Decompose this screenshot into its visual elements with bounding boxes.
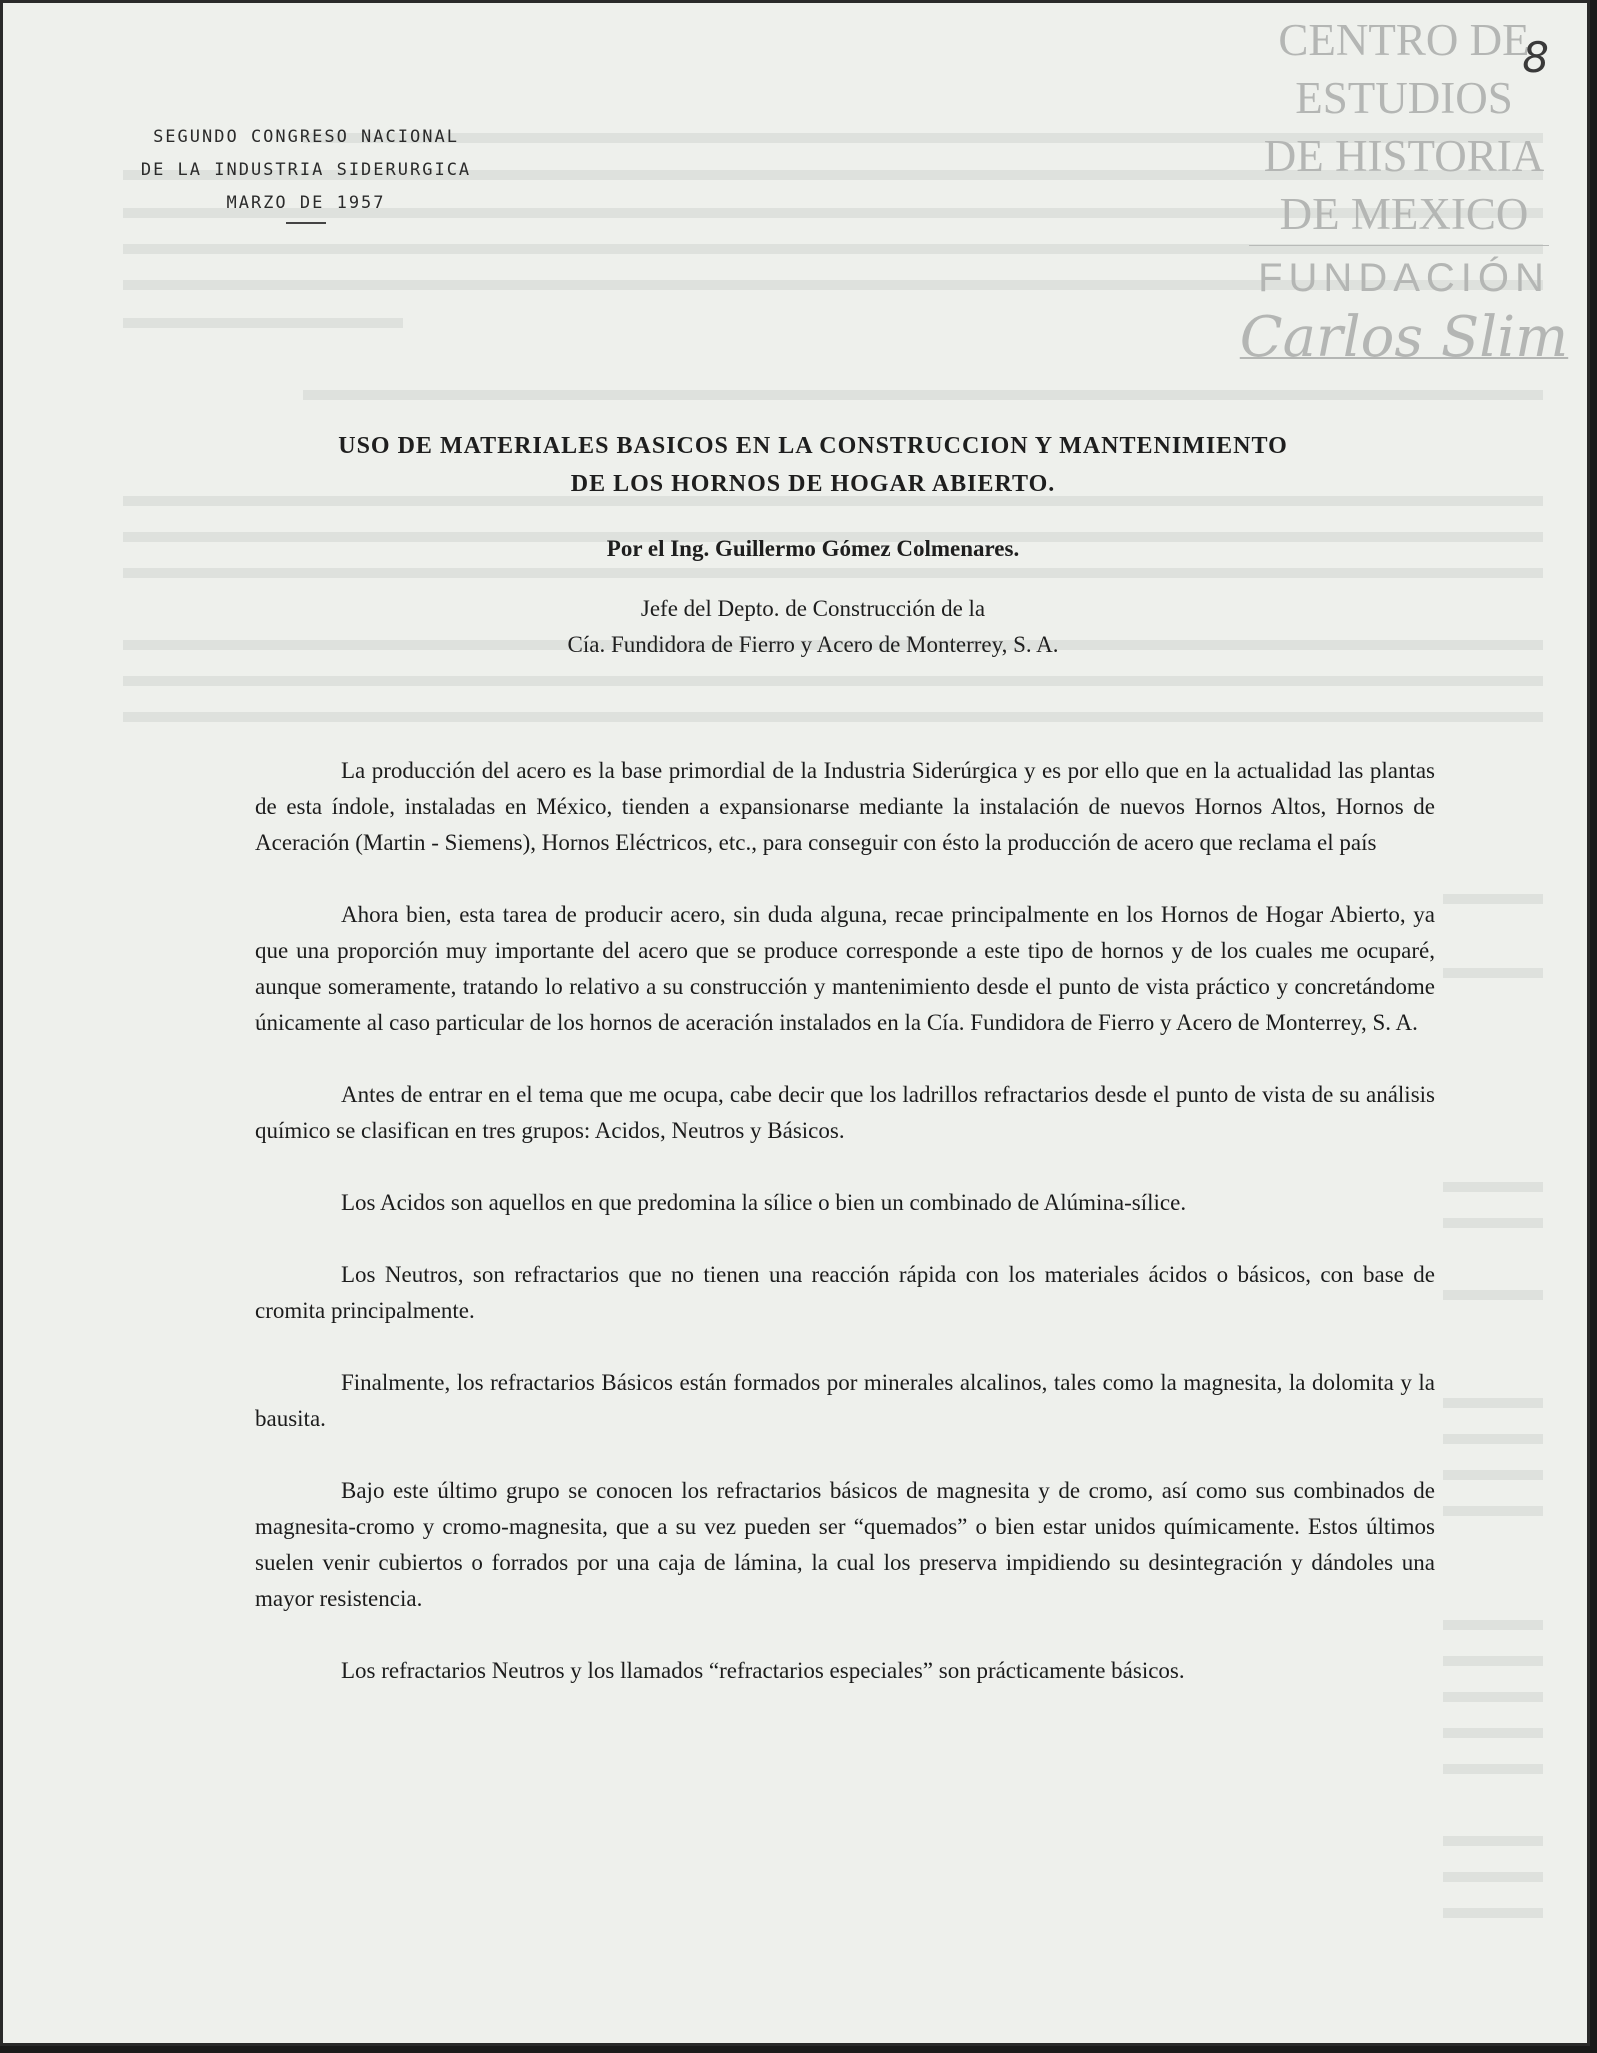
paragraph: Bajo este último grupo se conocen los refractarios básicos de magnesita y de cromo, así como sus combinados de magnesita-cromo y cromo-magnesita, que a su vez pueden ser “quemados” o bien estar unidos químicamente. Estos últimos suelen venir cubiertos o forrados por una caja de lámina, la cual los preserva impidiendo su desintegración y dándoles una mayor resistencia.	[255, 1478, 1435, 1611]
author-affiliation	[203, 591, 1423, 663]
paragraph: Antes de entrar en el tema que me ocupa, cabe decir que los ladrillos refractarios desde el punto de vista de su análisis químico se clasifican en tres grupos: Acidos, Neutros y Básicos.	[255, 1082, 1435, 1143]
watermark-line-2: ESTUDIOS	[1295, 73, 1513, 123]
title-line-2: DE LOS HORNOS DE HOGAR ABIERTO.	[570, 471, 1056, 497]
paragraph: La producción del acero es la base primordial de la Industria Siderúrgica y es por ello que en la actualidad las plantas de esta índole, instaladas en México, tienden a expansionarse mediante la instalación de nuevos Hornos Altos, Hornos de Aceración (Martin - Siemens), Hornos Eléctricos, etc., para conseguir con ésto la producción de acero que reclama el país	[255, 758, 1435, 855]
congress-header-line-1: SEGUNDO CONGRESO NACIONAL	[153, 127, 459, 147]
watermark-signature-logo: Carlos Slim	[1239, 305, 1569, 370]
paragraph: Los refractarios Neutros y los llamados “refractarios especiales” son prácticamente básicos.	[341, 1658, 1185, 1683]
watermark-divider	[1249, 245, 1549, 246]
document-title	[203, 427, 1423, 503]
body-text	[255, 753, 1435, 1725]
paragraph: Ahora bien, esta tarea de producir acero, sin duda alguna, recae principalmente en los Hornos de Hogar Abierto, ya que una proporción muy importante del acero que se produce corresponde a este tipo de hornos y de los cuales me ocuparé, aunque someramente, tratando lo relativo a su construcción y mantenimiento desde el punto de vista práctico y concretándome únicamente al caso particular de los hornos de aceración instalados en la Cía. Fundidora de Fierro y Acero de Monterrey, S. A.	[255, 902, 1435, 1035]
page-number: 8	[1522, 33, 1549, 82]
title-line-1: USO DE MATERIALES BASICOS EN LA CONSTRUCCION Y MANTENIMIENTO	[338, 433, 1288, 459]
watermark-line-3: DE HISTORIA	[1263, 131, 1545, 181]
affiliation-line-1: Jefe del Depto. de Construcción de la	[640, 596, 986, 621]
author-line: Por el Ing. Guillermo Gómez Colmenares.	[606, 536, 1020, 561]
watermark-line-4: DE MEXICO	[1279, 189, 1529, 239]
congress-header-date: MARZO DE 1957	[226, 193, 386, 213]
watermark-line-1: CENTRO DE	[1278, 15, 1530, 65]
congress-header	[101, 121, 511, 224]
affiliation-line-2: Cía. Fundidora de Fierro y Acero de Monterrey, S. A.	[567, 632, 1059, 657]
watermark-foundation: FUNDACIÓN	[1258, 256, 1550, 300]
archive-watermark	[1239, 11, 1569, 372]
paragraph: Finalmente, los refractarios Básicos están formados por minerales alcalinos, tales como la magnesita, la dolomita y la bausita.	[255, 1370, 1435, 1431]
paragraph: Los Acidos son aquellos en que predomina la sílice o bien un combinado de Alúmina-sílice.	[341, 1190, 1187, 1215]
paragraph: Los Neutros, son refractarios que no tienen una reacción rápida con los materiales ácidos o básicos, con base de cromita principalmente.	[255, 1262, 1435, 1323]
header-divider	[286, 222, 326, 224]
congress-header-line-2: DE LA INDUSTRIA SIDERURGICA	[140, 160, 472, 180]
